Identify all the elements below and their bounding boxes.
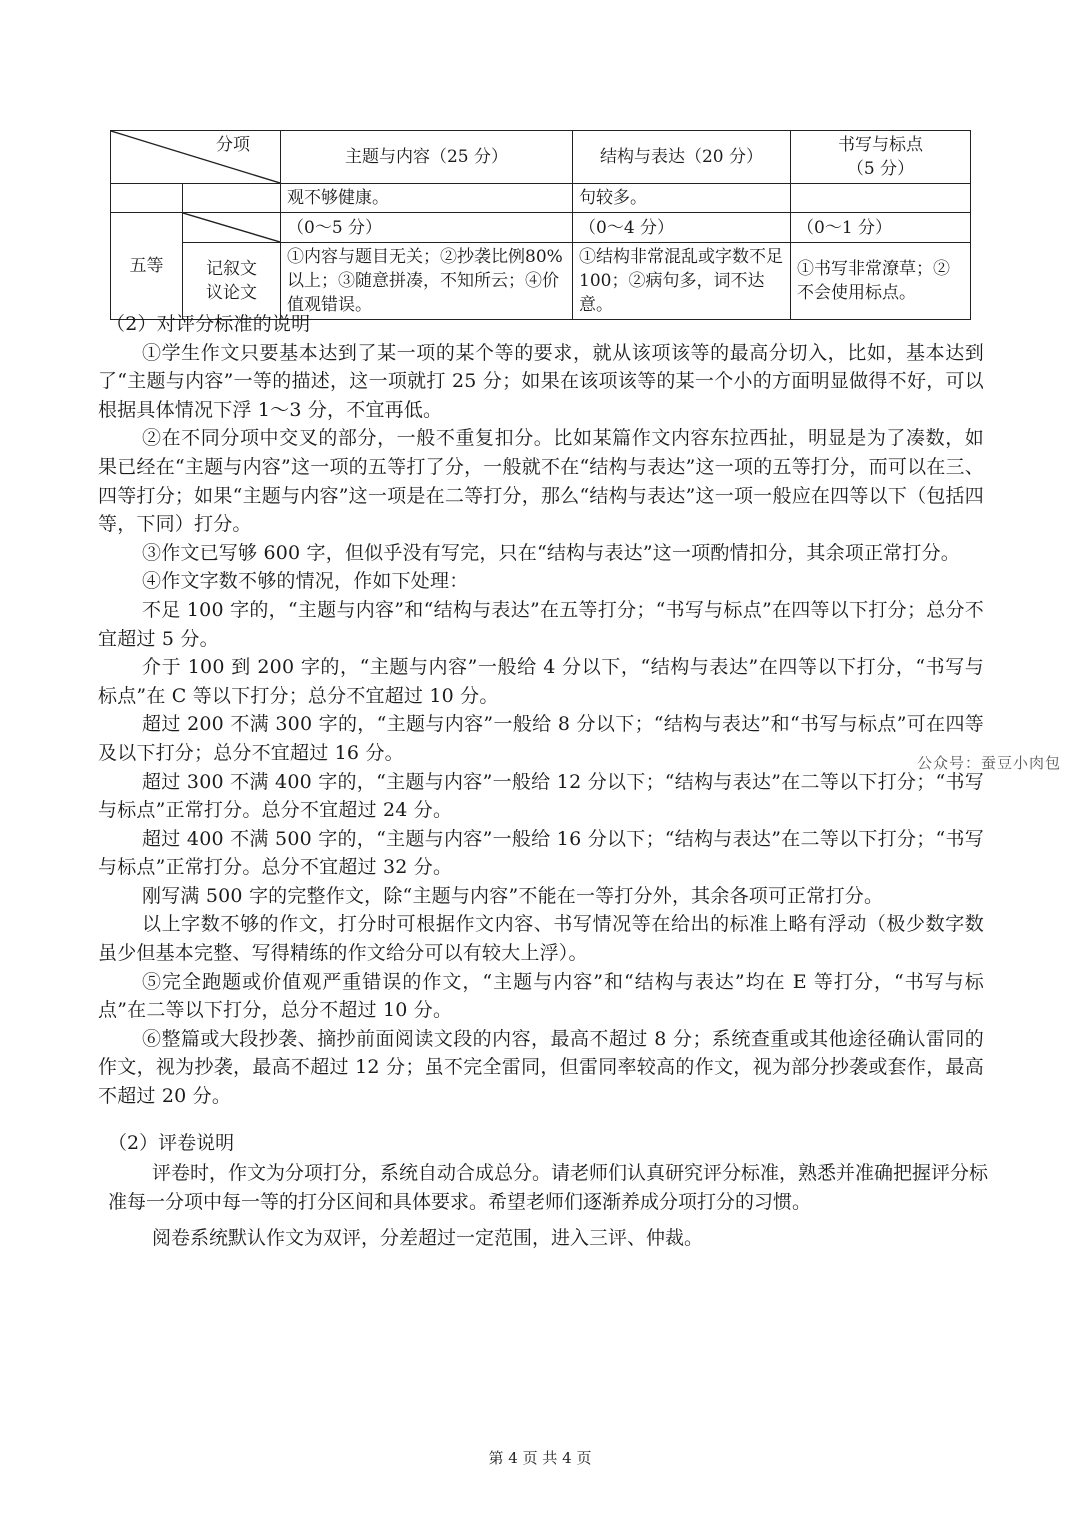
- range-diag-cell: [183, 213, 281, 243]
- range-writing: （0～1 分）: [791, 213, 971, 243]
- range-theme: （0～5 分）: [281, 213, 573, 243]
- desc-writing: ①书写非常潦草；②不会使用标点。: [791, 243, 971, 320]
- paragraph-13: ⑥整篇或大段抄袭、摘抄前面阅读文段的内容，最高不超过 8 分；系统查重或其他途径确认雷同的作文，视为抄袭，最高不超过 12 分；虽不完全雷同，但雷同率较高的作文，视为部分抄袭或套作，最高不超过 20 分。: [98, 1027, 984, 1108]
- essay-type-cell: [183, 243, 281, 320]
- section2-paragraph-1: 评卷时，作文为分项打分，系统自动合成总分。请老师们认真研究评分标准，熟悉并准确把握评分标准每一分项中每一等的打分区间和具体要求。希望老师们逐渐养成分项打分的习惯。: [108, 1161, 989, 1213]
- essay-type-argumentative: 议论文: [206, 283, 257, 303]
- paragraph-9: 超过 400 不满 500 字的，“主题与内容”一般给 16 分以下；“结构与表达”在二等以下打分；“书写与标点”正常打分。总分不宜超过 32 分。: [98, 827, 984, 879]
- cont-cell-empty-2: [183, 184, 281, 213]
- table-continuation-row: [111, 184, 971, 213]
- cont-cell-structure: 句较多。: [573, 184, 791, 213]
- header-structure-expression: 结构与表达（20 分）: [573, 131, 791, 184]
- cont-cell-empty-1: [111, 184, 183, 213]
- header-writing-line2: （5 分）: [846, 159, 915, 179]
- table-desc-row: [111, 243, 971, 320]
- scoring-notes: [98, 310, 984, 1111]
- corner-label: 分项: [216, 135, 250, 155]
- watermark: 公众号：蚕豆小肉包: [917, 754, 1062, 772]
- diagonal-line: [111, 131, 280, 183]
- paragraph-8: 超过 300 不满 400 字的，“主题与内容”一般给 12 分以下；“结构与表达”在二等以下打分；“书写与标点”正常打分。总分不宜超过 24 分。: [98, 770, 984, 822]
- paragraph-12: ⑤完全跑题或价值观严重错误的作文，“主题与内容”和“结构与表达”均在 E 等打分，“书写与标点”在二等以下打分，总分不超过 10 分。: [98, 970, 984, 1022]
- section2-heading: （2）评卷说明: [108, 1132, 235, 1154]
- page-footer: 第 4 页 共 4 页: [488, 1449, 592, 1467]
- cont-cell-theme: 观不够健康。: [281, 184, 573, 213]
- paragraph-2: ②在不同分项中交叉的部分，一般不重复扣分。比如某篇作文内容东拉西扯，明显是为了凑数，如果已经在“主题与内容”这一项的五等打了分，一般就不在“结构与表达”这一项的五等打分，而可以在三、四等打分；如果“主题与内容”这一项是在二等打分，那么“结构与表达”这一项一般应在四等以下（包括四等，下同）打分。: [98, 427, 984, 536]
- paragraph-5: 不足 100 字的，“主题与内容”和“结构与表达”在五等打分；“书写与标点”在四等以下打分；总分不宜超过 5 分。: [98, 598, 984, 650]
- paragraph-11: 以上字数不够的作文，打分时可根据作文内容、书写情况等在给出的标准上略有浮动（极少数字数虽少但基本完整、写得精练的作文给分可以有较大上浮）。: [98, 913, 984, 965]
- essay-type-narrative: 记叙文: [206, 259, 257, 279]
- paragraph-4: ④作文字数不够的情况，作如下处理：: [142, 570, 469, 593]
- paragraph-3: ③作文已写够 600 字，但似乎没有写完，只在“结构与表达”这一项酌情扣分，其余项正常打分。: [142, 541, 960, 564]
- table-corner-cell: [111, 131, 281, 184]
- desc-structure: ①结构非常混乱或字数不足 100；②病句多，词不达意。: [573, 243, 791, 320]
- paragraph-6: 介于 100 到 200 字的，“主题与内容”一般给 4 分以下，“结构与表达”在四等以下打分，“书写与标点”在 C 等以下打分；总分不宜超过 10 分。: [98, 656, 984, 707]
- table-range-row: [111, 213, 971, 243]
- paragraph-7: 超过 200 不满 300 字的，“主题与内容”一般给 8 分以下；“结构与表达”和“书写与标点”可在四等及以下打分；总分不宜超过 16 分。: [98, 713, 984, 764]
- section-heading: （2）对评分标准的说明: [106, 313, 311, 335]
- desc-theme: ①内容与题目无关；②抄袭比例80%以上；③随意拼凑，不知所云；④价值观错误。: [281, 243, 573, 320]
- header-writing-line1: 书写与标点: [838, 135, 923, 155]
- grading-instructions: [108, 1129, 988, 1253]
- paragraph-1: ①学生作文只要基本达到了某一项的某个等的要求，就从该项该等的最高分切入，比如，基本达到了“主题与内容”一等的描述，这一项就打 25 分；如果在该项该等的某一个小的方面明显做得不好，可以根据具体情况下浮 1～3 分，不宜再低。: [98, 341, 984, 421]
- range-structure: （0～4 分）: [573, 213, 791, 243]
- section2-paragraph-2: 阅卷系统默认作文为双评，分差超过一定范围，进入三评、仲裁。: [152, 1226, 704, 1249]
- rubric-table: [110, 130, 971, 320]
- paragraph-10: 刚写满 500 字的完整作文，除“主题与内容”不能在一等打分外，其余各项可正常打分。: [142, 884, 884, 907]
- diagonal-line-small: [183, 213, 280, 242]
- grade-cell: 五等: [111, 213, 183, 320]
- header-theme-content: 主题与内容（25 分）: [281, 131, 573, 184]
- cont-cell-empty-3: [791, 184, 971, 213]
- header-writing-punctuation: [791, 131, 971, 184]
- table-header-row: [111, 131, 971, 184]
